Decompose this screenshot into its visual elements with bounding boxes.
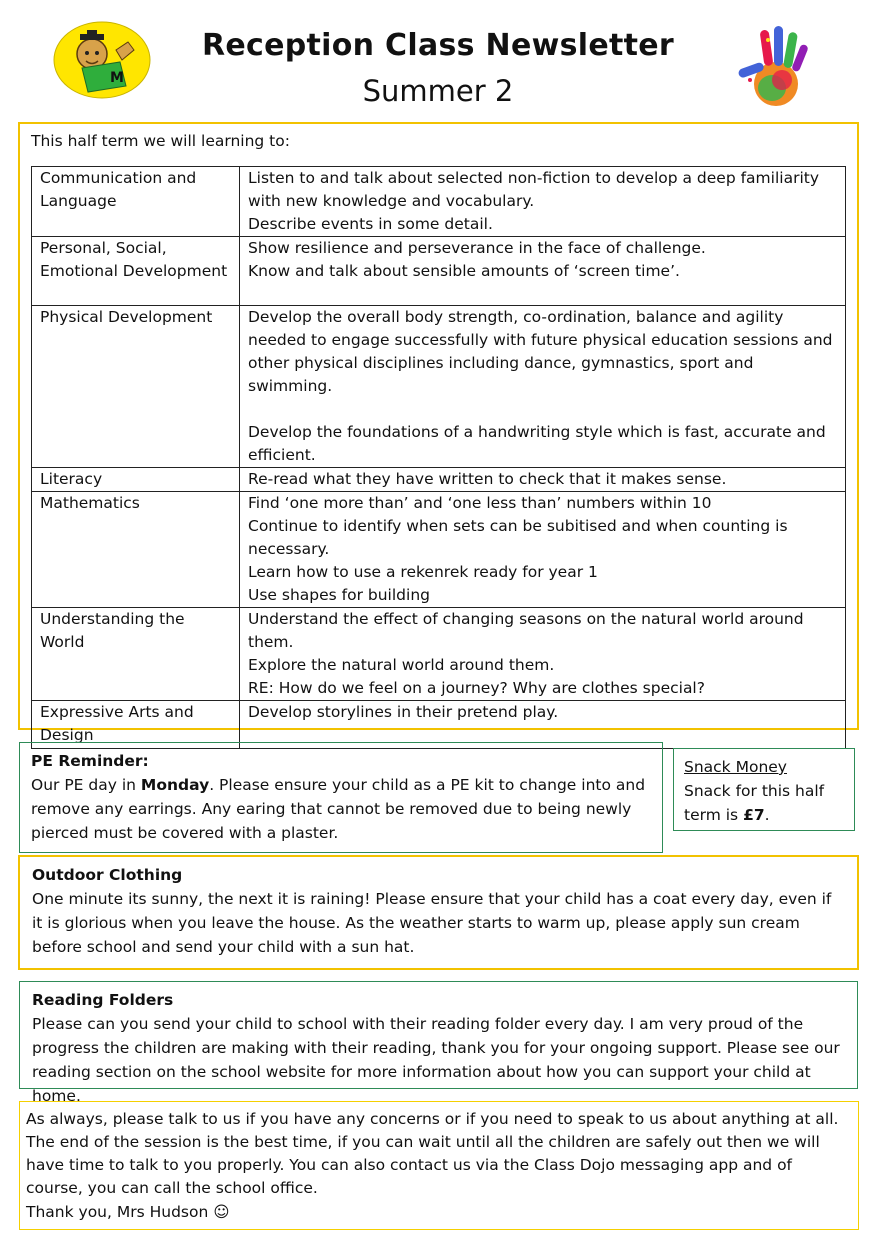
area-cell: Physical Development	[32, 306, 240, 468]
objective-cell: Develop the overall body strength, co-ordination, balance and agility needed to engage successfully with future physical education sessions and other physical disciplines including dance, gymnastics, sport and swimming. Develop the foundations of a handwriting style which is fast, accurate and efficient.	[240, 306, 846, 468]
pe-heading: PE Reminder:	[31, 752, 149, 770]
reading-heading: Reading Folders	[32, 991, 174, 1009]
objective-cell: Re-read what they have written to check that it makes sense.	[240, 468, 846, 492]
table-row	[32, 237, 846, 306]
area-cell: Mathematics	[32, 492, 240, 608]
area-cell: Communication and Language	[32, 167, 240, 237]
pe-day: Monday	[140, 776, 210, 794]
area-cell: Understanding the World	[32, 608, 240, 701]
table-row	[32, 167, 846, 237]
handprint-image	[728, 22, 824, 118]
newsletter-title: Reception Class Newsletter	[201, 28, 675, 63]
objective-cell: Develop storylines in their pretend play.	[240, 701, 846, 749]
table-row	[32, 468, 846, 492]
area-cell: Personal, Social, Emotional Development	[32, 237, 240, 306]
area-cell: Literacy	[32, 468, 240, 492]
objective-cell: Listen to and talk about selected non-fiction to develop a deep familiarity with new knowledge and vocabulary. Describe events in some detail.	[240, 167, 846, 237]
outdoor-text: One minute its sunny, the next it is raining! Please ensure that your child has a coat every day, even if it is glorious when you leave the house. As the weather starts to warm up, please apply sun cream before school and send your child with a sun hat.	[32, 890, 832, 956]
newsletter-subtitle: Summer 2	[362, 74, 514, 108]
objective-cell: Find ‘one more than’ and ‘one less than’ numbers within 10 Continue to identify when sets can be subitised and when counting is necessary. Learn how to use a rekenrek ready for year 1 Use shapes for building	[240, 492, 846, 608]
learning-objectives-table	[31, 166, 846, 749]
snack-amount: £7	[743, 806, 765, 824]
handprint-icon	[728, 22, 824, 118]
learning-intro: This half term we will learning to:	[31, 132, 290, 150]
outdoor-clothing-box	[18, 855, 859, 970]
snack-money-box	[673, 748, 855, 831]
table-row	[32, 306, 846, 468]
logo-letter: M	[110, 70, 124, 86]
reading-folders-box	[19, 981, 858, 1105]
snack-heading: Snack Money	[684, 758, 787, 776]
snack-text: Snack for this half term is £7.	[684, 782, 825, 824]
closing-text: As always, please talk to us if you have any concerns or if you need to speak to us about anything at all. The end of the session is the best time, if you can wait until all the children are safely out then we will have time to talk to you properly. You can also contact us via the Class Dojo messaging app and of course, you can call the school office.	[26, 1110, 839, 1197]
reading-text: Please can you send your child to school with their reading folder every day. I am very proud of the progress the children are making with their reading, thank you for your ongoing support. Please see our reading section on the school website for more information about how you can support your child at home.	[32, 1015, 840, 1105]
table-row	[32, 492, 846, 608]
outdoor-heading: Outdoor Clothing	[32, 866, 183, 884]
closing-box	[19, 1101, 859, 1230]
area-cell: Expressive Arts and Design	[32, 701, 240, 749]
pe-text: Our PE day in Monday. Please ensure your child as a PE kit to change into and remove any earrings. Any earing that cannot be removed due to being newly pierced must be covered with a plaster.	[31, 776, 646, 842]
objective-cell: Show resilience and perseverance in the face of challenge. Know and talk about sensible amounts of ‘screen time’.	[240, 237, 846, 306]
closing-signoff: Thank you, Mrs Hudson ☺	[26, 1203, 230, 1221]
objective-cell: Understand the effect of changing seasons on the natural world around them. Explore the natural world around them. RE: How do we feel on a journey? Why are clothes special?	[240, 608, 846, 701]
pe-reminder-box	[19, 742, 663, 853]
table-row	[32, 608, 846, 701]
